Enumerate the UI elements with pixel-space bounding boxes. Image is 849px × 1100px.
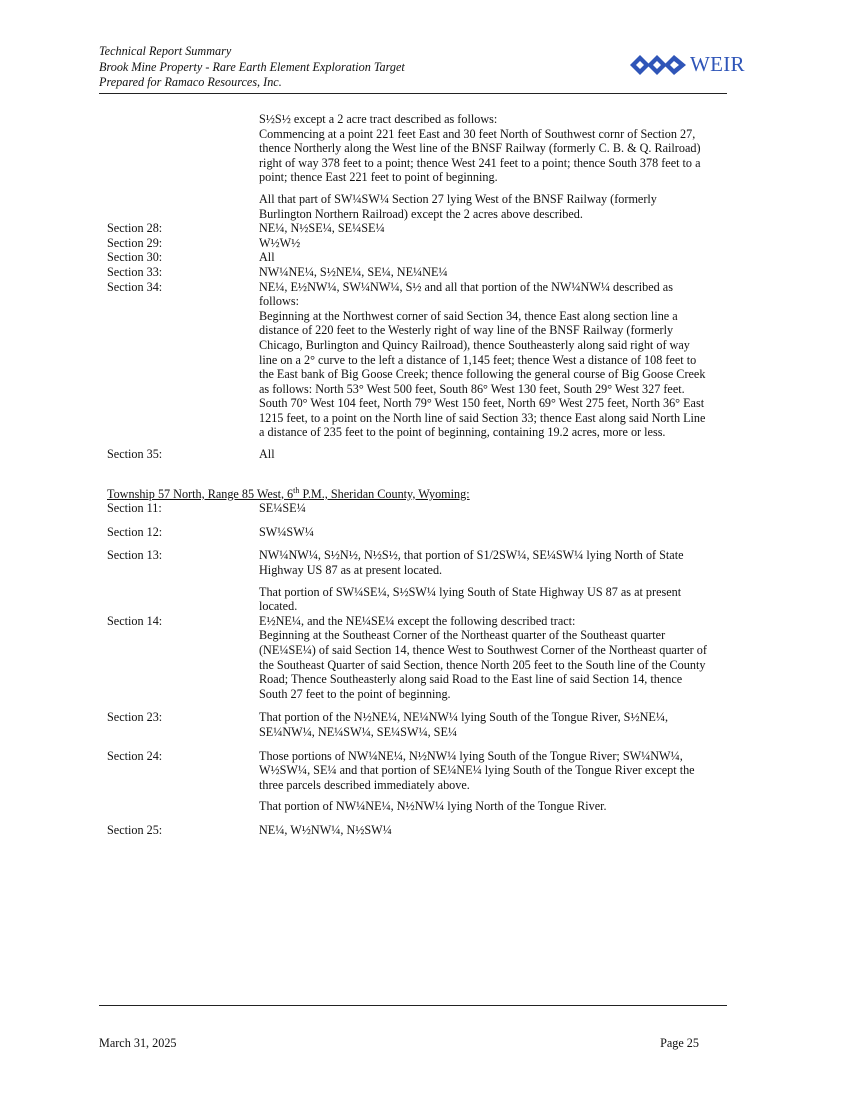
section-14-row bbox=[107, 614, 707, 629]
section-text: NE¼, N½SE¼, SE¼SE¼ bbox=[259, 221, 385, 236]
section-label: Section 30: bbox=[107, 250, 163, 265]
section-27-tract bbox=[107, 127, 707, 185]
section-text: That portion of SW¼SE¼, S½SW¼ lying South of State Highway US 87 as at present located. bbox=[259, 584, 682, 614]
section-label: Section 11: bbox=[107, 501, 162, 516]
weir-logo-text: WEIR bbox=[690, 52, 745, 76]
section-24-additional bbox=[107, 799, 707, 814]
section-14-description bbox=[107, 628, 707, 701]
section-12-row bbox=[107, 525, 707, 540]
section-11-row bbox=[107, 501, 707, 516]
section-28-row bbox=[107, 221, 707, 236]
township-heading-main: Township 57 North, Range 85 West, 6 bbox=[107, 486, 294, 501]
section-label: Section 35: bbox=[107, 447, 163, 462]
section-34-row bbox=[107, 280, 707, 309]
section-text: NE¼, E½NW¼, SW¼NW¼, S½ and all that portion of the NW¼NW¼ described as follows: bbox=[259, 279, 673, 309]
report-prepared-for: Prepared for Ramaco Resources, Inc. bbox=[99, 75, 282, 89]
section-label: Section 13: bbox=[107, 548, 163, 563]
section-text: NW¼NE¼, S½NE¼, SE¼, NE¼NE¼ bbox=[259, 264, 448, 279]
section-label: Section 28: bbox=[107, 221, 163, 236]
report-subtitle: Brook Mine Property - Rare Earth Element Exploration Target bbox=[99, 59, 405, 74]
section-23-row bbox=[107, 710, 707, 739]
section-text: W½W½ bbox=[259, 235, 301, 250]
section-label: Section 23: bbox=[107, 710, 163, 725]
section-29-row bbox=[107, 236, 707, 251]
report-title: Technical Report Summary bbox=[99, 44, 232, 58]
section-27-railway bbox=[107, 192, 707, 221]
weir-diamonds-icon bbox=[628, 52, 690, 78]
weir-logo bbox=[628, 52, 753, 78]
section-27-clause bbox=[107, 112, 707, 127]
section-label: Section 34: bbox=[107, 279, 163, 294]
section-text: That portion of NW¼NE¼, N½NW¼ lying North of the Tongue River. bbox=[259, 799, 607, 814]
section-label: Section 12: bbox=[107, 524, 163, 539]
township-heading-sup: th bbox=[293, 485, 300, 495]
section-27-exception: S½S½ except a 2 acre tract described as follows: bbox=[259, 112, 498, 126]
section-text: All bbox=[259, 447, 275, 462]
section-text: That portion of the N½NE¼, NE¼NW¼ lying South of the Tongue River, S½NE¼, SE¼NW¼, NE¼SW¼, SE¼SW¼, SE¼ bbox=[259, 710, 669, 739]
section-label: Section 25: bbox=[107, 822, 163, 837]
header-divider bbox=[99, 93, 727, 94]
township-57-heading bbox=[107, 487, 707, 502]
section-13-additional bbox=[107, 585, 707, 614]
section-text: Beginning at the Northwest corner of said Section 34, thence East along section line a distance of 220 feet to the Westerly right of way line of the BNSF Railway (formerly Chicago, Burlington and Quincy Railroad), thence Southeasterly along said right of way line on a 2° curve to the left a distance of 1,145 feet; thence West a distance of 108 feet to the East bank of Big Goose Creek; thence following the general course of Big Goose Creek as follows: North 53° West 500 feet, South 86° West 130 feet, South 29° West 327 feet. South 70° West 104 feet, North 79° West 150 feet, North 69° West 275 feet, North 36° East 1215 feet, to a point on the North line of said Section 33; thence East along said North Line a distance of 235 feet to the point of beginning, containing 19.2 acres, more or less. bbox=[259, 308, 706, 440]
section-label: Section 24: bbox=[107, 748, 163, 763]
section-text: NE¼, W½NW¼, N½SW¼ bbox=[259, 822, 392, 837]
footer-date: March 31, 2025 bbox=[99, 1036, 177, 1050]
section-label: Section 29: bbox=[107, 235, 163, 250]
section-text: Those portions of NW¼NE¼, N½NW¼ lying South of the Tongue River; SW¼NW¼, W½SW¼, SE¼ and that portion of SE¼NE¼ lying South of the Tongue River except the three parcels described immediately above. bbox=[259, 748, 695, 792]
footer-page-number: Page 25 bbox=[660, 1036, 699, 1050]
footer-divider bbox=[99, 1005, 727, 1006]
section-27-tract-text: Commencing at a point 221 feet East and 30 feet North of Southwest cornr of Section 27, thence Northerly along the West line of the BNSF Railway (formerly C. B. & Q. Railroad) right of way 378 feet to a point; thence West 241 feet to a point; thence South 378 feet to a point; thence East 221 feet to point of beginning. bbox=[259, 126, 701, 185]
section-text: E½NE¼, and the NE¼SE¼ except the following described tract: bbox=[259, 613, 576, 628]
section-35-row bbox=[107, 447, 707, 462]
section-34-description bbox=[107, 309, 707, 440]
section-30-row bbox=[107, 250, 707, 265]
section-label: Section 14: bbox=[107, 613, 163, 628]
section-text: SE¼SE¼ bbox=[259, 501, 306, 516]
section-text: NW¼NW¼, S½N½, N½S½, that portion of S1/2SW¼, SE¼SW¼ lying North of State Highway US 87 as at present located. bbox=[259, 548, 684, 578]
section-24-row bbox=[107, 749, 707, 793]
section-13-row bbox=[107, 548, 707, 577]
section-33-row bbox=[107, 265, 707, 280]
section-25-row bbox=[107, 823, 707, 838]
section-27-railway-text: All that part of SW¼SW¼ Section 27 lying West of the BNSF Railway (formerly Burlington Northern Railroad) except the 2 acres above described. bbox=[259, 191, 657, 221]
section-text: Beginning at the Southeast Corner of the Northeast quarter of the Southeast quarter (NE¼SE¼) of said Section 14, thence West to Southwest Corner of the Northeast quarter of the Southeast Quarter of said Section, thence North 205 feet to the South line of the County Road; Thence Southeasterly along said Road to the East line of said Section 14, thence South 27 feet to the point of beginning. bbox=[259, 628, 707, 701]
section-text: SW¼SW¼ bbox=[259, 524, 314, 539]
township-heading-rest: P.M., Sheridan County, Wyoming: bbox=[299, 486, 470, 501]
section-text: All bbox=[259, 250, 275, 265]
section-label: Section 33: bbox=[107, 264, 163, 279]
legal-description bbox=[107, 112, 707, 838]
